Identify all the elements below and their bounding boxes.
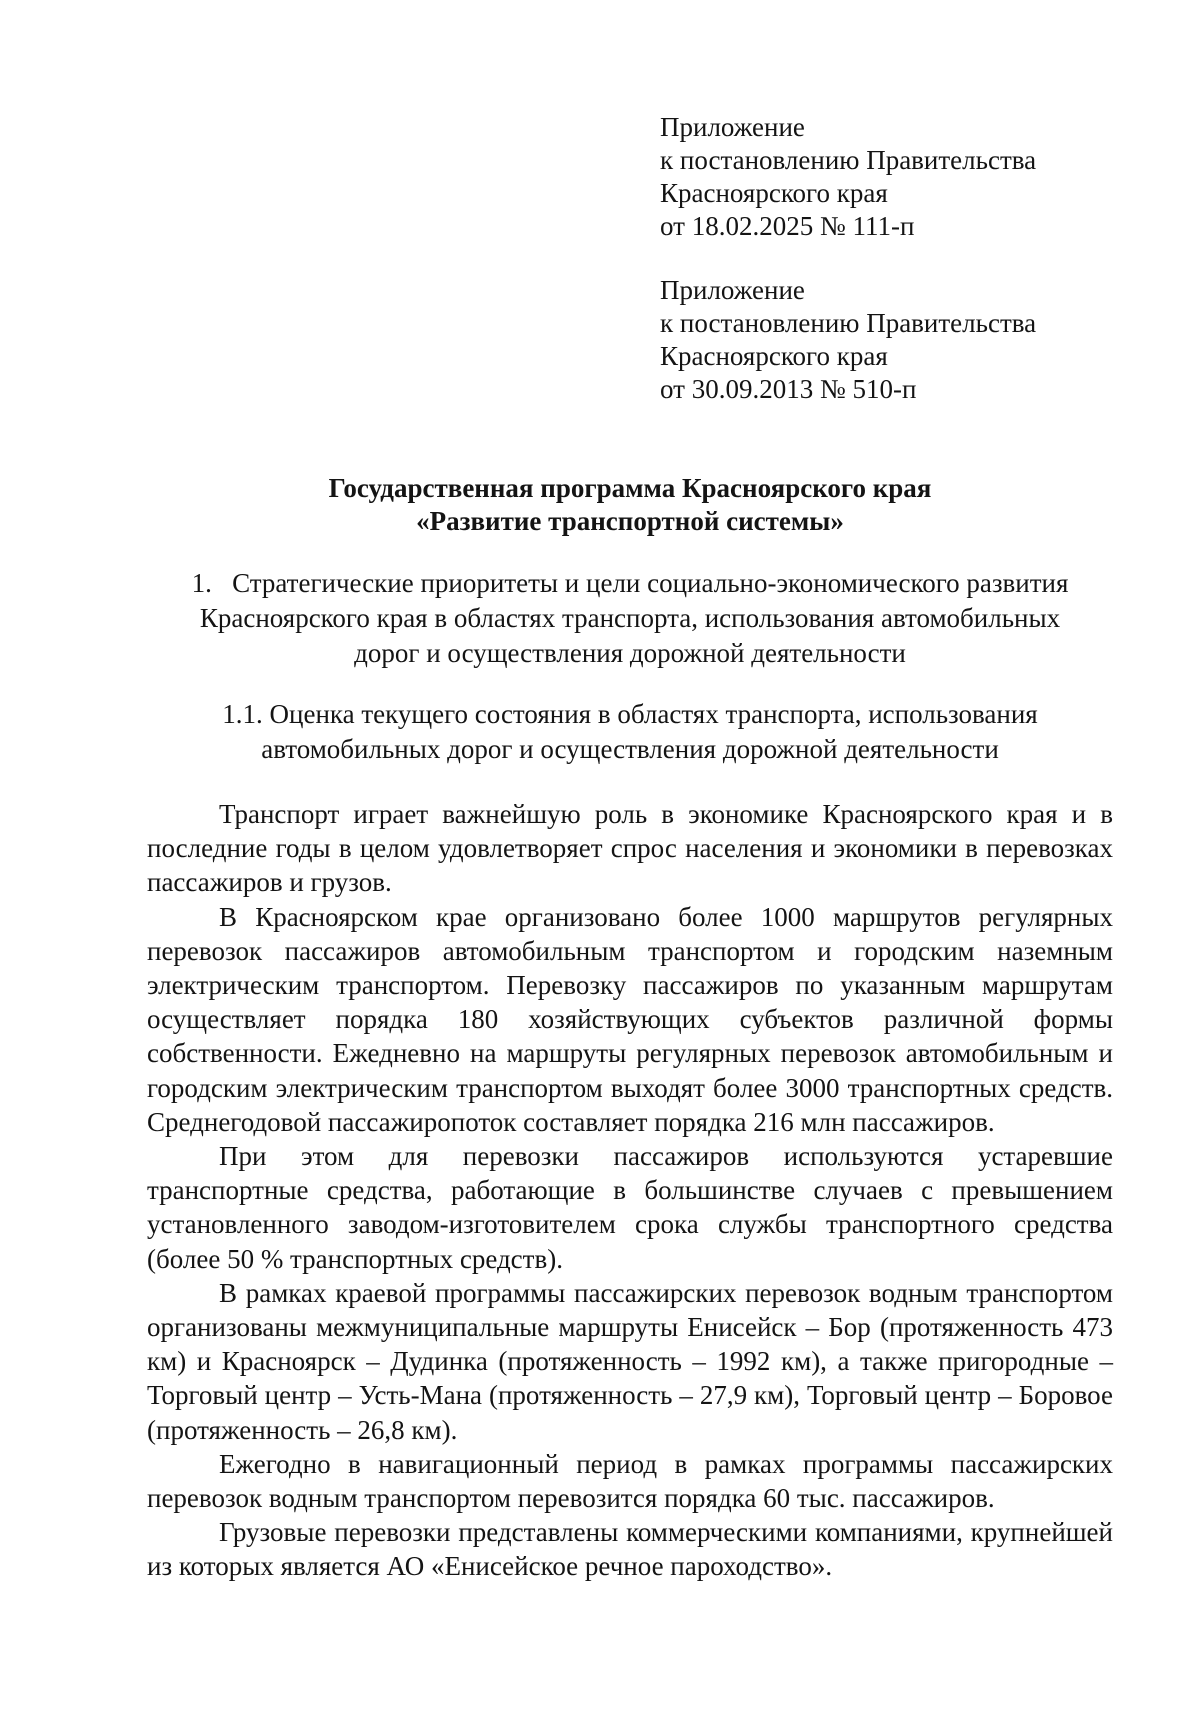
annex-region-line: Красноярского края: [660, 178, 888, 208]
paragraph: При этом для перевозки пассажиров используются устаревшие транспортные средства, работающие в большинстве случаев с превышением установленного заводом-изготовителем срока службы транспортного средства (более 50 % транспортных средств).: [147, 1141, 1113, 1274]
annex-region-line: Красноярского края: [660, 341, 888, 371]
paragraph: В Красноярском крае организовано более 1000 маршрутов регулярных перевозок пассажиров автомобильным транспортом и городским наземным электрическим транспортом. Перевозку пассажиров по указанным маршрутам осуществляет порядка 180 хозяйствующих субъектов различной формы собственности. Ежедневно на маршруты регулярных перевозок автомобильным и городским электрическим транспортом выходят более 3000 транспортных средств. Среднегодовой пассажиропоток составляет порядка 216 млн пассажиров.: [147, 901, 1113, 1137]
section-heading-line: дорог и осуществления дорожной деятельности: [354, 638, 906, 668]
subsection-heading-line: автомобильных дорог и осуществления дорожной деятельности: [261, 734, 999, 764]
annex-date-number: от 30.09.2013 № 510-п: [660, 374, 917, 404]
annex-block-original: [660, 274, 1140, 406]
paragraph: Транспорт играет важнейшую роль в экономике Красноярского края и в последние годы в целом удовлетворяет спрос населения и экономики в перевозках пассажиров и грузов.: [147, 799, 1113, 898]
section-heading-line: Красноярского края в областях транспорта, использования автомобильных: [199, 603, 1061, 633]
body-text: [147, 797, 1113, 1584]
annex-date-number: от 18.02.2025 № 111-п: [660, 211, 915, 241]
section-heading-line: 1. Стратегические приоритеты и цели социально-экономического развития: [191, 568, 1069, 598]
title-line-1: Государственная программа Красноярского края: [328, 473, 932, 503]
section-heading-1: [140, 566, 1120, 671]
paragraph: В рамках краевой программы пассажирских перевозок водным транспортом организованы межмуниципальные маршруты Енисейск – Бор (протяженность 473 км) и Красноярск – Дудинка (протяженность – 1992 км), а также пригородные – Торговый центр – Усть-Мана (протяженность – 27,9 км), Торговый центр – Боровое (протяженность – 26,8 км).: [147, 1277, 1113, 1445]
annex-block-current: [660, 111, 1140, 243]
annex-label: Приложение: [660, 275, 805, 305]
subsection-heading-1-1: [140, 697, 1120, 767]
annex-resolution-line: к постановлению Правительства: [660, 308, 1037, 338]
title-line-2: «Развитие транспортной системы»: [416, 506, 844, 536]
paragraph: Грузовые перевозки представлены коммерческими компаниями, крупнейшей из которых является АО «Енисейское речное пароходство».: [147, 1517, 1113, 1582]
annex-resolution-line: к постановлению Правительства: [660, 145, 1037, 175]
subsection-heading-line: 1.1. Оценка текущего состояния в областях транспорта, использования: [222, 699, 1038, 729]
paragraph: Ежегодно в навигационный период в рамках программы пассажирских перевозок водным транспортом перевозится порядка 60 тыс. пассажиров.: [147, 1448, 1113, 1514]
annex-label: Приложение: [660, 112, 805, 142]
document-title: [140, 472, 1120, 538]
